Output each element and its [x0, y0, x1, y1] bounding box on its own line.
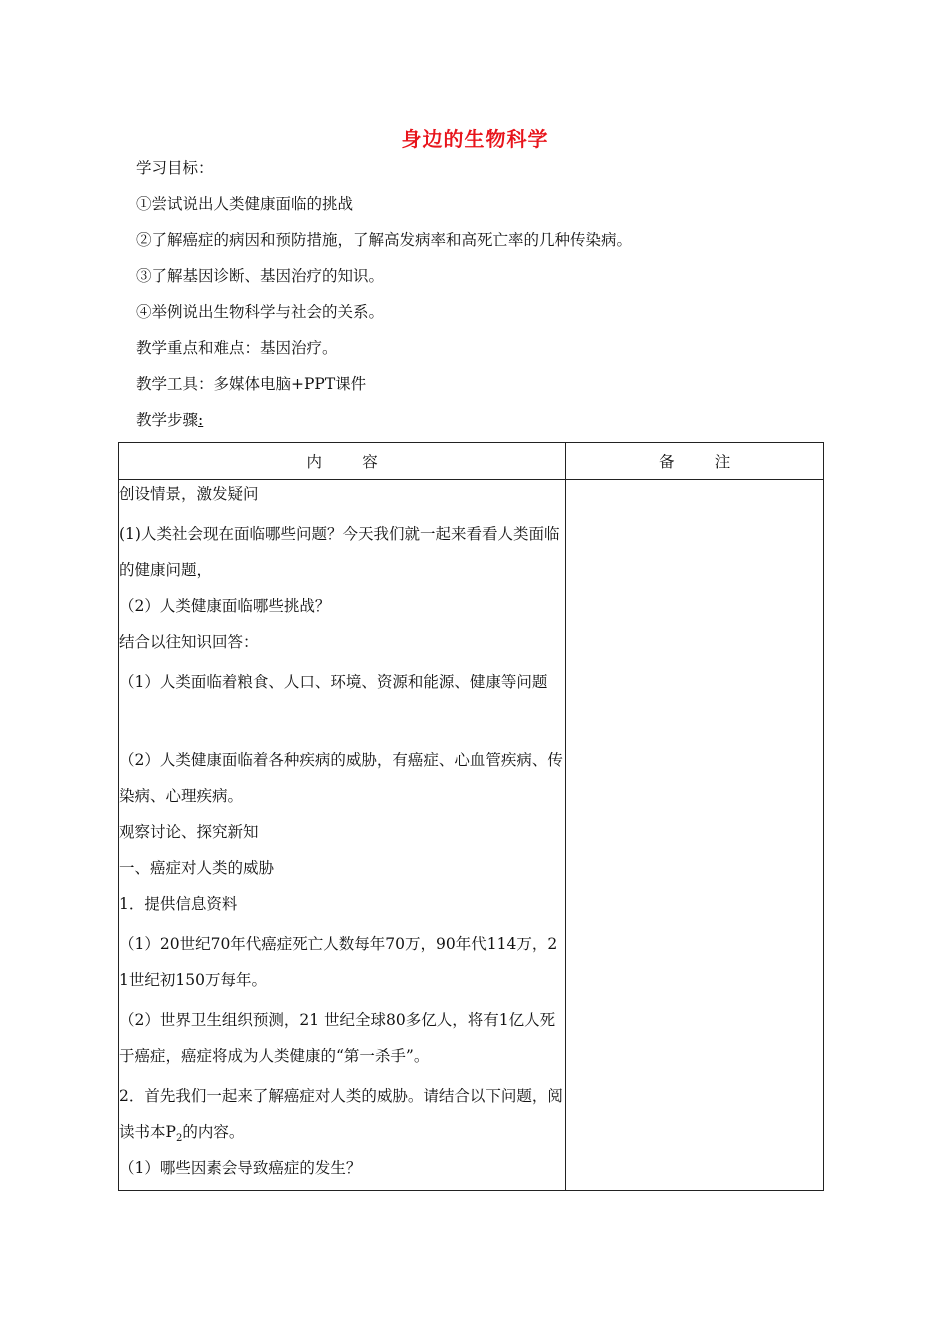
objective-1: ①尝试说出人类健康面临的挑战	[136, 195, 354, 213]
item-2-pre: 2．首先我们一起来了解癌症对人类的威胁。请结合以下问题，阅读书本P	[119, 1087, 563, 1141]
item-2-post: 的内容。	[182, 1123, 245, 1141]
info-1: （1）20世纪70年代癌症死亡人数每年70万，90年代114万，21世纪初150万每年。	[119, 935, 558, 989]
header-content	[119, 443, 566, 480]
header-content-text: 内容	[306, 453, 419, 471]
answer-1: （1）人类面临着粮食、人口、环境、资源和能源、健康等问题	[119, 673, 548, 691]
document-title: 身边的生物科学	[401, 127, 549, 151]
objective-4: ④举例说出生物科学与社会的关系。	[136, 303, 385, 321]
info-2: （2）世界卫生组织预测，21 世纪全球80多亿人，将有1亿人死于癌症，癌症将成为人类健康的“第一杀手”。	[119, 1011, 556, 1065]
scene-heading: 创设情景，激发疑问	[119, 485, 259, 503]
content-cell	[119, 480, 566, 1191]
teaching-focus: 教学重点和难点：基因治疗。	[136, 339, 338, 357]
remark-cell	[566, 480, 824, 1191]
table-header-row	[119, 443, 824, 480]
teaching-steps-label	[136, 405, 836, 441]
item-2	[119, 1078, 565, 1154]
intro-section	[136, 153, 836, 441]
steps-label-text: 教学步骤	[136, 411, 199, 429]
header-remark-text: 备注	[659, 453, 771, 471]
teaching-tools: 教学工具：多媒体电脑+PPT课件	[136, 375, 367, 393]
explore-heading: 观察讨论、探究新知	[119, 823, 259, 841]
steps-colon: :	[198, 411, 204, 429]
combine-label: 结合以往知识回答：	[119, 633, 259, 651]
answer-2: （2）人类健康面临着各种疾病的威胁，有癌症、心血管疾病、传染病、心理疾病。	[119, 751, 563, 805]
objectives-label: 学习目标：	[136, 159, 214, 177]
question-1: (1)人类社会现在面临哪些问题？今天我们就一起来看看人类面临的健康问题，	[119, 525, 560, 579]
question-last: （1）哪些因素会导致癌症的发生？	[119, 1159, 362, 1177]
table-row	[119, 480, 824, 1191]
question-2: （2）人类健康面临哪些挑战？	[119, 597, 331, 615]
lesson-table	[118, 442, 824, 1191]
objective-3: ③了解基因诊断、基因治疗的知识。	[136, 267, 385, 285]
section-1-heading: 一、癌症对人类的威胁	[119, 859, 275, 877]
objective-2: ②了解癌症的病因和预防措施，了解高发病率和高死亡率的几种传染病。	[136, 231, 633, 249]
item-2-sub: 2	[175, 1133, 183, 1145]
header-remark	[566, 443, 824, 480]
item-1: 1．提供信息资料	[119, 895, 238, 913]
